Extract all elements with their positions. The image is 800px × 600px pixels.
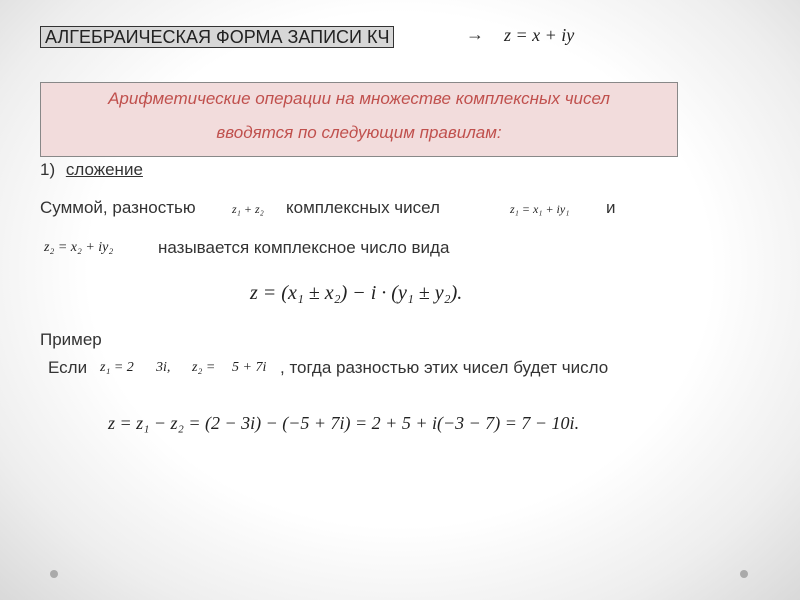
rules-line-1: Арифметические операции на множестве комплексных чисел — [108, 89, 610, 108]
algebraic-form-formula: z = x + iy — [504, 25, 575, 45]
example-z2: z₂ = — [192, 360, 216, 375]
section-title: сложение — [65, 160, 143, 179]
example-result-formula — [108, 413, 579, 434]
slide-title: АЛГЕБРАИЧЕСКАЯ ФОРМА ЗАПИСИ КЧ — [40, 26, 394, 48]
corner-dot-right — [740, 570, 748, 578]
example-result-body: z = z₁ − z₂ = (2 − 3i) − (−5 + 7i) = 2 + 5 + i(−3 − 7) = 7 − 10i — [108, 413, 575, 433]
example-heading: Пример — [40, 330, 102, 349]
definition-formula-z2: z₂ = x₂ + iy₂ — [44, 240, 114, 255]
addition-formula — [250, 282, 462, 305]
example-z1-imag: 3i, — [156, 360, 171, 375]
example-result-period: . — [574, 413, 580, 433]
example-z1: z₁ = 2 — [100, 360, 134, 375]
example-text-2: , тогда разностью этих чисел будет число — [280, 358, 609, 377]
definition-text-4: называется комплексное число вида — [158, 238, 450, 257]
addition-formula-period: . — [457, 282, 463, 304]
corner-dot-left — [50, 570, 58, 578]
arrow-icon: → — [466, 24, 484, 44]
definition-text-1: Суммой, разностью — [40, 198, 196, 217]
rules-line-2: вводятся по следующим правилам: — [216, 123, 502, 142]
example-z2-value: 5 + 7i — [232, 360, 267, 375]
example-text-1: Если — [48, 358, 88, 377]
section-heading — [40, 160, 143, 180]
definition-formula-z1: z₁ = x₁ + iy₁ — [510, 202, 570, 216]
rules-box — [40, 82, 678, 157]
definition-text-3: и — [606, 198, 616, 217]
definition-formula-sum: z₁ + z₂ — [232, 202, 264, 216]
addition-formula-body: z = (x₁ ± x₂) − i · (y₁ ± y₂) — [250, 282, 458, 304]
definition-text-2: комплексных чисел — [286, 198, 440, 217]
section-number: 1) — [40, 160, 56, 179]
